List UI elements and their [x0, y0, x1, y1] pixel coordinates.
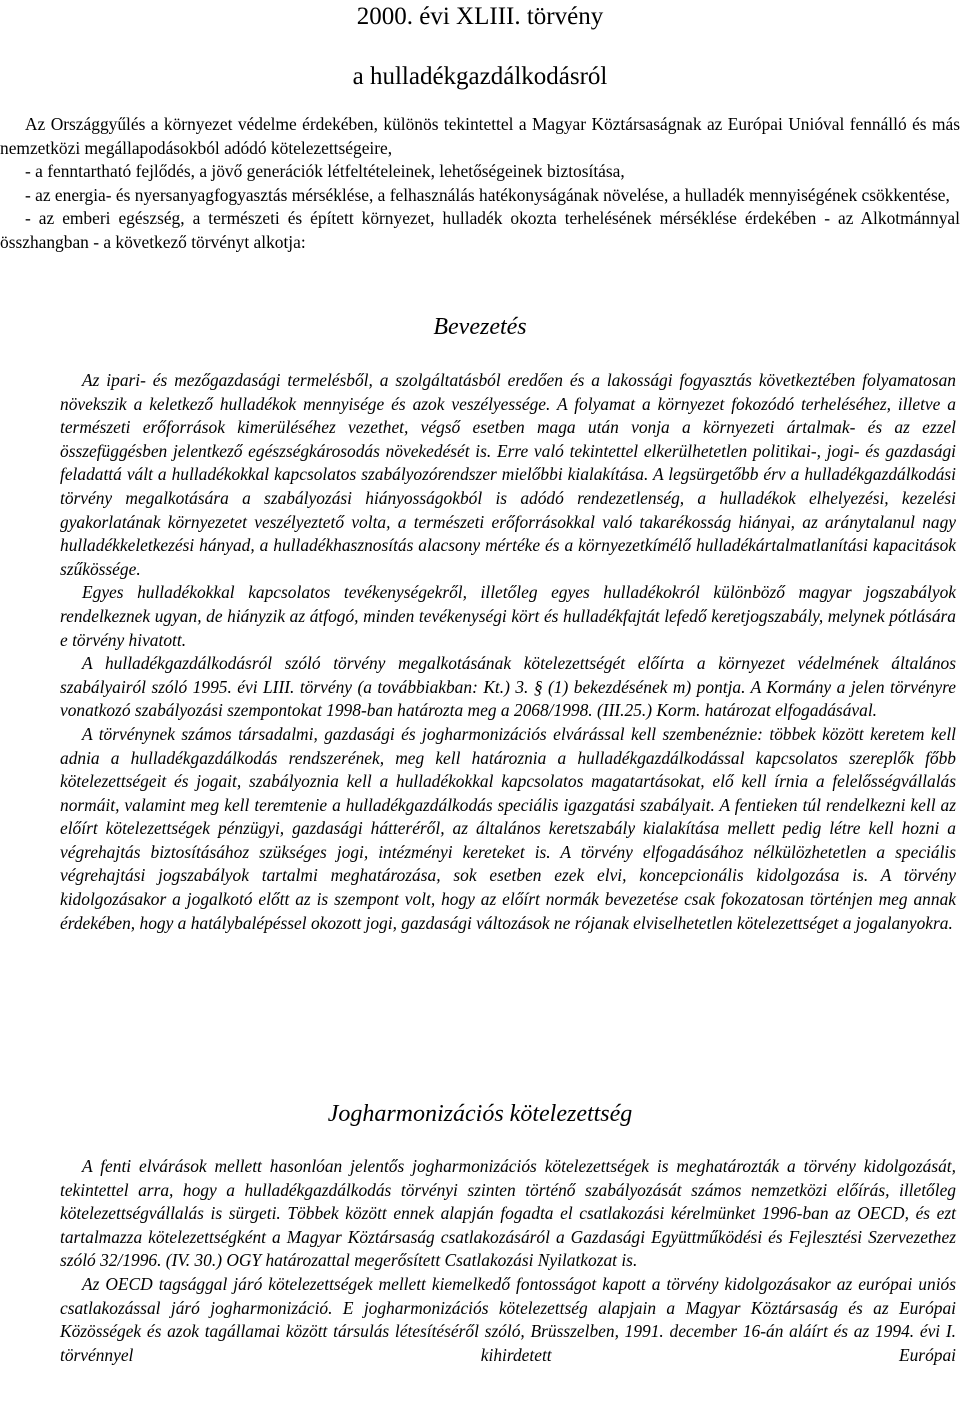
paragraph: Az OECD tagsággal járó kötelezettségek mellett kiemelkedő fontosságot kapott a törvény kidolgozásakor az európai uniós csatlakozással járó jogharmonizáció. E jogharmonizációs kötelezettség alapjain a Magyar Köztársaság és az Európai Közösségek és azok tagállamai között társulás létesítéséről szóló, Brüsszelben, 1991. december 16-án aláírt és az 1994. évi I. törvénnyel kihirdetett Európai — [60, 1273, 956, 1365]
paragraph: Egyes hulladékokkal kapcsolatos tevékenységekről, illetőleg egyes hulladékokról különböző magyar jogszabályok rendelkeznek ugyan, de hiányzik az átfogó, minden tevékenységi kört és hulladékfajtát lefedő keretjogszabály, melynek pótlására e törvény hivatott. — [60, 582, 956, 650]
preamble-item: - az energia- és nyersanyagfogyasztás mérséklése, a felhasználás hatékonyságának növelése, a hulladék mennyiségének csökkentése, — [25, 184, 950, 205]
paragraph: A hulladékgazdálkodásról szóló törvény megalkotásának kötelezettségét előírta a környezet védelmének általános szabályairól szóló 1995. évi LIII. törvény (a továbbiakban: Kt.) 3. § (1) bekezdésének m) pontja. A Kormány a jelen törvényre vonatkozó szabályozási szempontokat 1998-ban határozta meg a 2068/1998. (III.25.) Korm. határozat elfogadásával. — [60, 653, 956, 721]
preamble-item: - a fenntartható fejlődés, a jövő generációk létfeltételeinek, lehetőségeinek biztosítása, — [25, 161, 625, 182]
section-heading-bevezetes: Bevezetés — [433, 314, 527, 340]
preamble-item: - az emberi egészség, a természeti és épített környezet, hulladék okozta terhelésének mérséklése érdekében - az Alkotmánnyal összhangban - a következő törvényt alkotja: — [0, 208, 960, 252]
preamble-intro: Az Országgyűlés a környezet védelme érdekében, különös tekintettel a Magyar Köztársaságnak az Európai Unióval fennálló és más nemzetközi megállapodásokból adódó kötelezettségeire, — [0, 114, 960, 158]
paragraph: A fenti elvárások mellett hasonlóan jelentős jogharmonizációs kötelezettségek is meghatározták a törvény kidolgozását, tekintettel arra, hogy a hulladékgazdálkodás törvényi szinten történő szabályozását számos nemzetközi előírás, illetőleg kötelezettségvállalás is sürgeti. Többek között ennek alapján fogadta el csatlakozási kérelmünket 1996-ban az OECD, és ezt tartalmazza kötelezettségként a Magyar Köztársaság csatlakozásáról a Gazdasági Együttműködési és Fejlesztési Szervezethez szóló 32/1996. (IV. 30.) OGY határozattal megerősített Csatlakozási Nyilatkozat is. — [60, 1156, 956, 1271]
paragraph: A törvénynek számos társadalmi, gazdasági és jogharmonizációs elvárással kell szembenéznie: többek között kereteт kell adnia a hulladékgazdálkodás rendszerének, meg kell határoznia a hulladékgazdálkodással kapcsolatos szereplők főbb kötelezettségeit és jogait, szabályoznia kell a hulladékokkal kapcsolatos magatartásokat, elő kell írnia a felelősségvállalás normáit, valamint meg kell teremtenie a hulladékgazdálkodás speciális igazgatási szabályait. A fentieken túl rendelkezni kell az előírt kötelezettségek pénzügyi, gazdasági hátteréről, az általános keretszabály kialakítása mellett pedig létre kell hozni a végrehajtás biztosításához szükséges jogi, intézményi kereteket is. A törvény elfogadásához nélkülözhetetlen a speciális végrehajtási jogszabályok tartalmi meghatározása, sok esetben ezek elvi, koncepcionális kidolgozása is. A törvény kidolgozásakor a jogalkotó előtt az is szempont volt, hogy az előírt normák bevezetése csak fokozatosan történjen meg annak érdekében, hogy a hatálybalépéssel okozott jogi, gazdasági változások ne rójanak elviselhetetlen kötelezettséget a jogalanyokra. — [60, 723, 956, 933]
section-body-bevezetes — [60, 369, 956, 935]
section-heading-jogharmonizacio: Jogharmonizációs kötelezettség — [327, 1101, 633, 1127]
paragraph: Az ipari- és mezőgazdasági termelésből, a szolgáltatásból eredően és a lakossági fogyasztás következtében folyamatosan növekszik a keletkező hulladékok mennyisége és azok veszélyessége. A folyamat a környezet fokozódó terheléséhez, illetve a természeti erőforrások kimerüléséhez vezethet, végső esetben maga után vonja a környezeti ártalmak- és az ezzel összefüggésben jelentkező egészségkárosodás növekedését is. Erre való tekintettel elkerülhetetlen politikai-, jogi- és gazdasági feladattá vált a hulladékokkal kapcsolatos szabályozórendszer mielőbbi kialakítása. A legsürgetőbb érv a hulladékgazdálkodási törvény megalkotására a szabályozási hiányosságokból is adódó rendezetlenség, a hulladékok elhelyezési, kezelési gyakorlatának környezetet veszélyeztető volta, a természeti erőforrásokkal való takarékosság hiányai, az aránytalanul nagy hulladékkeletkezési hányad, a hulladékhasznosítás alacsony mértéke és a környezetkímélő hulladékártalmatlanítási kapacitások szűkössége. — [60, 370, 956, 579]
law-title: 2000. évi XLIII. törvény — [356, 3, 604, 30]
preamble — [0, 113, 960, 255]
law-subtitle: a hulladékgazdálkodásról — [352, 63, 608, 90]
section-body-jogharmonizacio — [60, 1155, 956, 1367]
